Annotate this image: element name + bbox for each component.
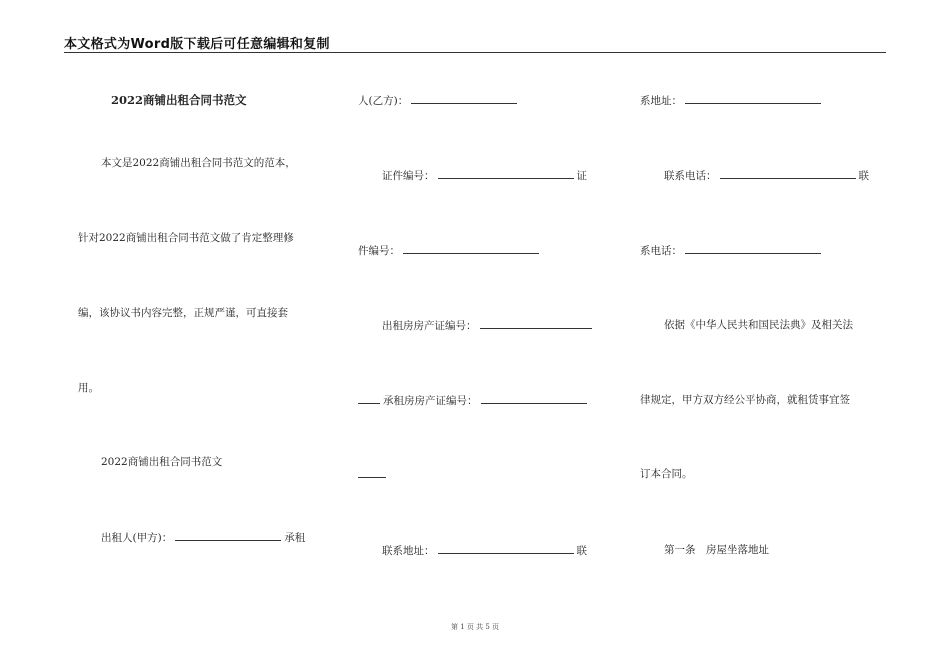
header-divider xyxy=(64,52,886,53)
phone2-field xyxy=(640,243,824,258)
intro-line-3: 编，该协议书内容完整，正规严谨，可直接套 xyxy=(78,307,288,319)
address2-label: 系地址： xyxy=(640,95,682,107)
address-tail: 联 xyxy=(576,545,587,557)
lessee-field xyxy=(358,93,520,108)
lessor-cert-label: 出租房房产证编号： xyxy=(382,320,477,332)
id-number2-field xyxy=(358,243,542,258)
address2-field xyxy=(640,93,824,108)
lessor-blank xyxy=(175,530,281,541)
intro-line-1: 本文是2022商铺出租合同书范文的范本， xyxy=(101,157,296,169)
id-number-tail: 证 xyxy=(576,170,587,182)
phone2-label: 系电话： xyxy=(640,245,682,257)
lessor-cert-field xyxy=(382,318,595,333)
id-number-blank xyxy=(438,168,574,179)
lessee-cert-cont-blank xyxy=(358,467,386,478)
id-number2-blank xyxy=(403,243,539,254)
intro-line-2: 针对2022商铺出租合同书范文做了肯定整理修 xyxy=(78,232,294,244)
basis-line-2: 律规定，甲方双方经公平协商，就租赁事宜签 xyxy=(640,394,850,406)
address2-blank xyxy=(685,93,821,104)
contract-title: 2022商铺出租合同书范文 xyxy=(111,93,247,107)
lessee-cert-label: 承租房房产证编号： xyxy=(383,395,478,407)
lessee-cert-lead-blank xyxy=(358,393,380,404)
lessee-cert-continuation xyxy=(358,467,389,482)
section-subtitle: 2022商铺出租合同书范文 xyxy=(101,456,223,468)
document-header: 本文格式为Word版下载后可任意编辑和复制 xyxy=(64,37,330,52)
address-label: 联系地址： xyxy=(382,545,435,557)
lessee-cert-field xyxy=(358,393,590,408)
basis-line-1: 依据《中华人民共和国民法典》及相关法 xyxy=(664,319,853,331)
page-number: 第 1 页 共 5 页 xyxy=(450,623,500,631)
lessee-cert-blank xyxy=(481,393,587,404)
lessee-label: 人(乙方)： xyxy=(358,95,409,107)
address-field xyxy=(382,543,587,558)
basis-line-3: 订本合同。 xyxy=(640,468,693,480)
id-number-label: 证件编号： xyxy=(382,170,435,182)
id-number2-label: 件编号： xyxy=(358,245,400,257)
phone-tail: 联 xyxy=(858,170,869,182)
intro-line-4: 用。 xyxy=(78,382,99,394)
lessee-blank xyxy=(411,93,517,104)
lessor-tail: 承租 xyxy=(284,532,306,544)
phone2-blank xyxy=(685,243,821,254)
lessor-cert-blank xyxy=(480,318,592,329)
address-blank xyxy=(438,543,574,554)
phone-field xyxy=(664,168,869,183)
phone-blank xyxy=(720,168,856,179)
id-number-field xyxy=(382,168,587,183)
lessor-field xyxy=(101,530,305,545)
lessor-label: 出租人(甲方)： xyxy=(101,532,173,544)
phone-label: 联系电话： xyxy=(664,170,717,182)
article-1-heading: 第一条 房屋坐落地址 xyxy=(664,544,769,556)
